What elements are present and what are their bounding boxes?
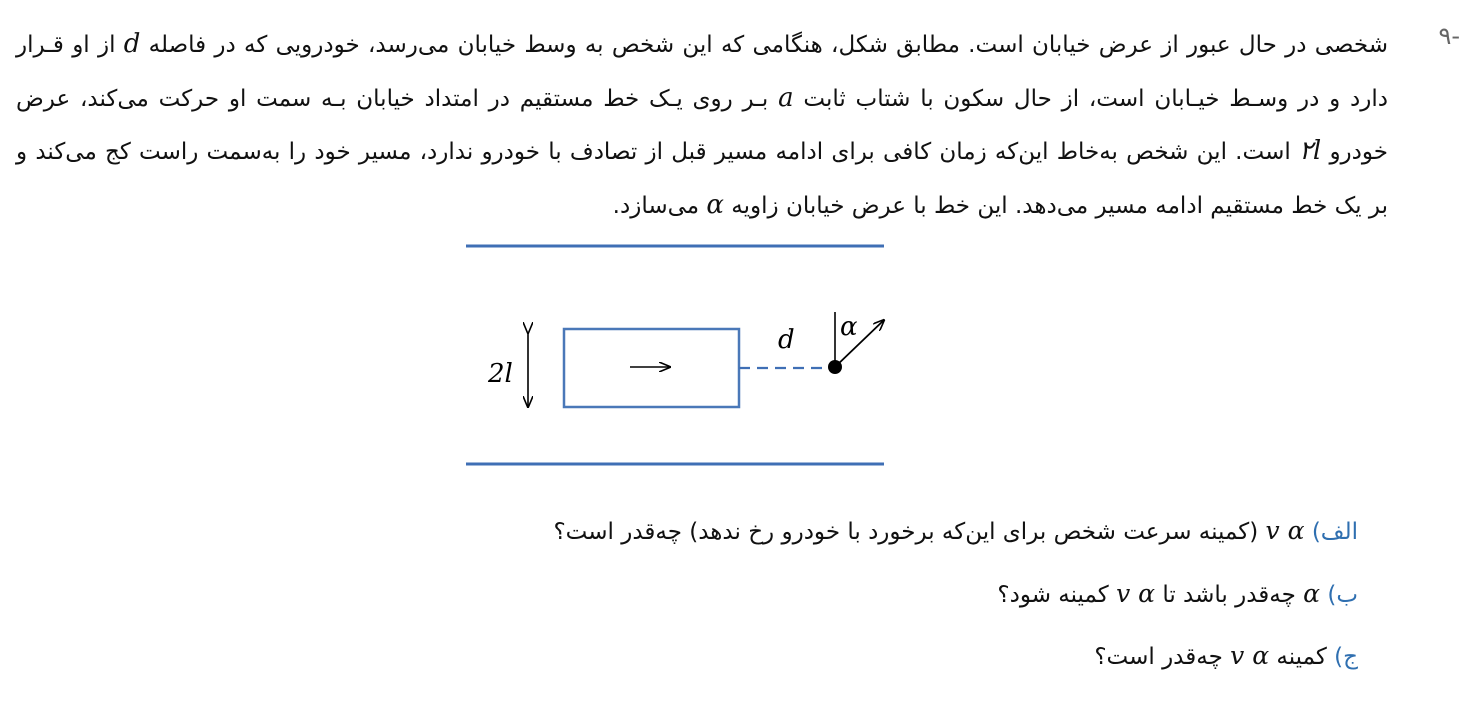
question-text-part-2: از او قـرار دارد و در وسـط خیـابان است، از حال سکون با شتاب ثابت bbox=[16, 32, 1388, 112]
subquestion-a-math: v α bbox=[1265, 516, 1305, 545]
subquestion-b-math-1: α bbox=[1303, 579, 1321, 608]
question-text bbox=[16, 18, 1388, 232]
question-text-part-3: بـر روی یـک خط مستقیم در امتداد خیابان بـه سمت او حرکت می‌کند، عرض خودرو bbox=[16, 85, 1389, 165]
question-text-part-5: می‌سازد. bbox=[612, 192, 707, 219]
var-2l: ۲l bbox=[1298, 136, 1322, 166]
subquestion-a bbox=[60, 516, 1358, 545]
var-alpha: α bbox=[706, 189, 724, 220]
question-number: -۹ bbox=[1438, 22, 1460, 50]
var-d: d bbox=[123, 29, 141, 59]
subquestion-b-text-2: کمینه شود؟ bbox=[997, 582, 1117, 608]
question-text-part-1: شخصی در حال عبور از عرض خیابان است. مطابق شکل، هنگامی که این شخص به وسط خیابان می‌رسد، خودرویی که در فاصله bbox=[140, 32, 1388, 58]
subquestion-c bbox=[60, 641, 1358, 670]
subquestion-b-text-1: چه‌قدر باشد تا bbox=[1155, 582, 1304, 608]
subquestion-c-text-1: کمینه bbox=[1269, 644, 1335, 670]
label-d: d bbox=[778, 325, 795, 355]
street-diagram bbox=[458, 236, 898, 476]
subquestion-c-label: ج) bbox=[1334, 644, 1358, 670]
subquestion-c-math: v α bbox=[1230, 641, 1270, 670]
subquestion-b-label: ب) bbox=[1327, 582, 1358, 608]
question-text-part-4: است. این شخص به‌خاط این‌که زمان کافی برای ادامه مسیر قبل از تصادف با خودرو ندارد، مسیر خود را به‌سمت راست کج می‌کند و بر یک خط مستقیم ادامه مسیر می‌دهد. این خط با عرض خیابان زاویه bbox=[16, 139, 1388, 219]
car-rectangle bbox=[564, 329, 739, 407]
subquestion-b-math-2: v α bbox=[1116, 579, 1156, 608]
label-2l: 2l bbox=[488, 359, 513, 389]
subquestion-c-text-2: چه‌قدر است؟ bbox=[1094, 644, 1231, 670]
var-a: a bbox=[778, 82, 794, 113]
subquestion-b bbox=[60, 579, 1358, 608]
street-diagram-svg bbox=[458, 236, 898, 476]
subquestion-a-text: (کمینه سرعت شخص برای این‌که برخورد با خودرو رخ ندهد) چه‌قدر است؟ bbox=[553, 519, 1266, 545]
label-alpha: α bbox=[840, 312, 858, 342]
subquestion-a-label: الف) bbox=[1311, 519, 1358, 545]
